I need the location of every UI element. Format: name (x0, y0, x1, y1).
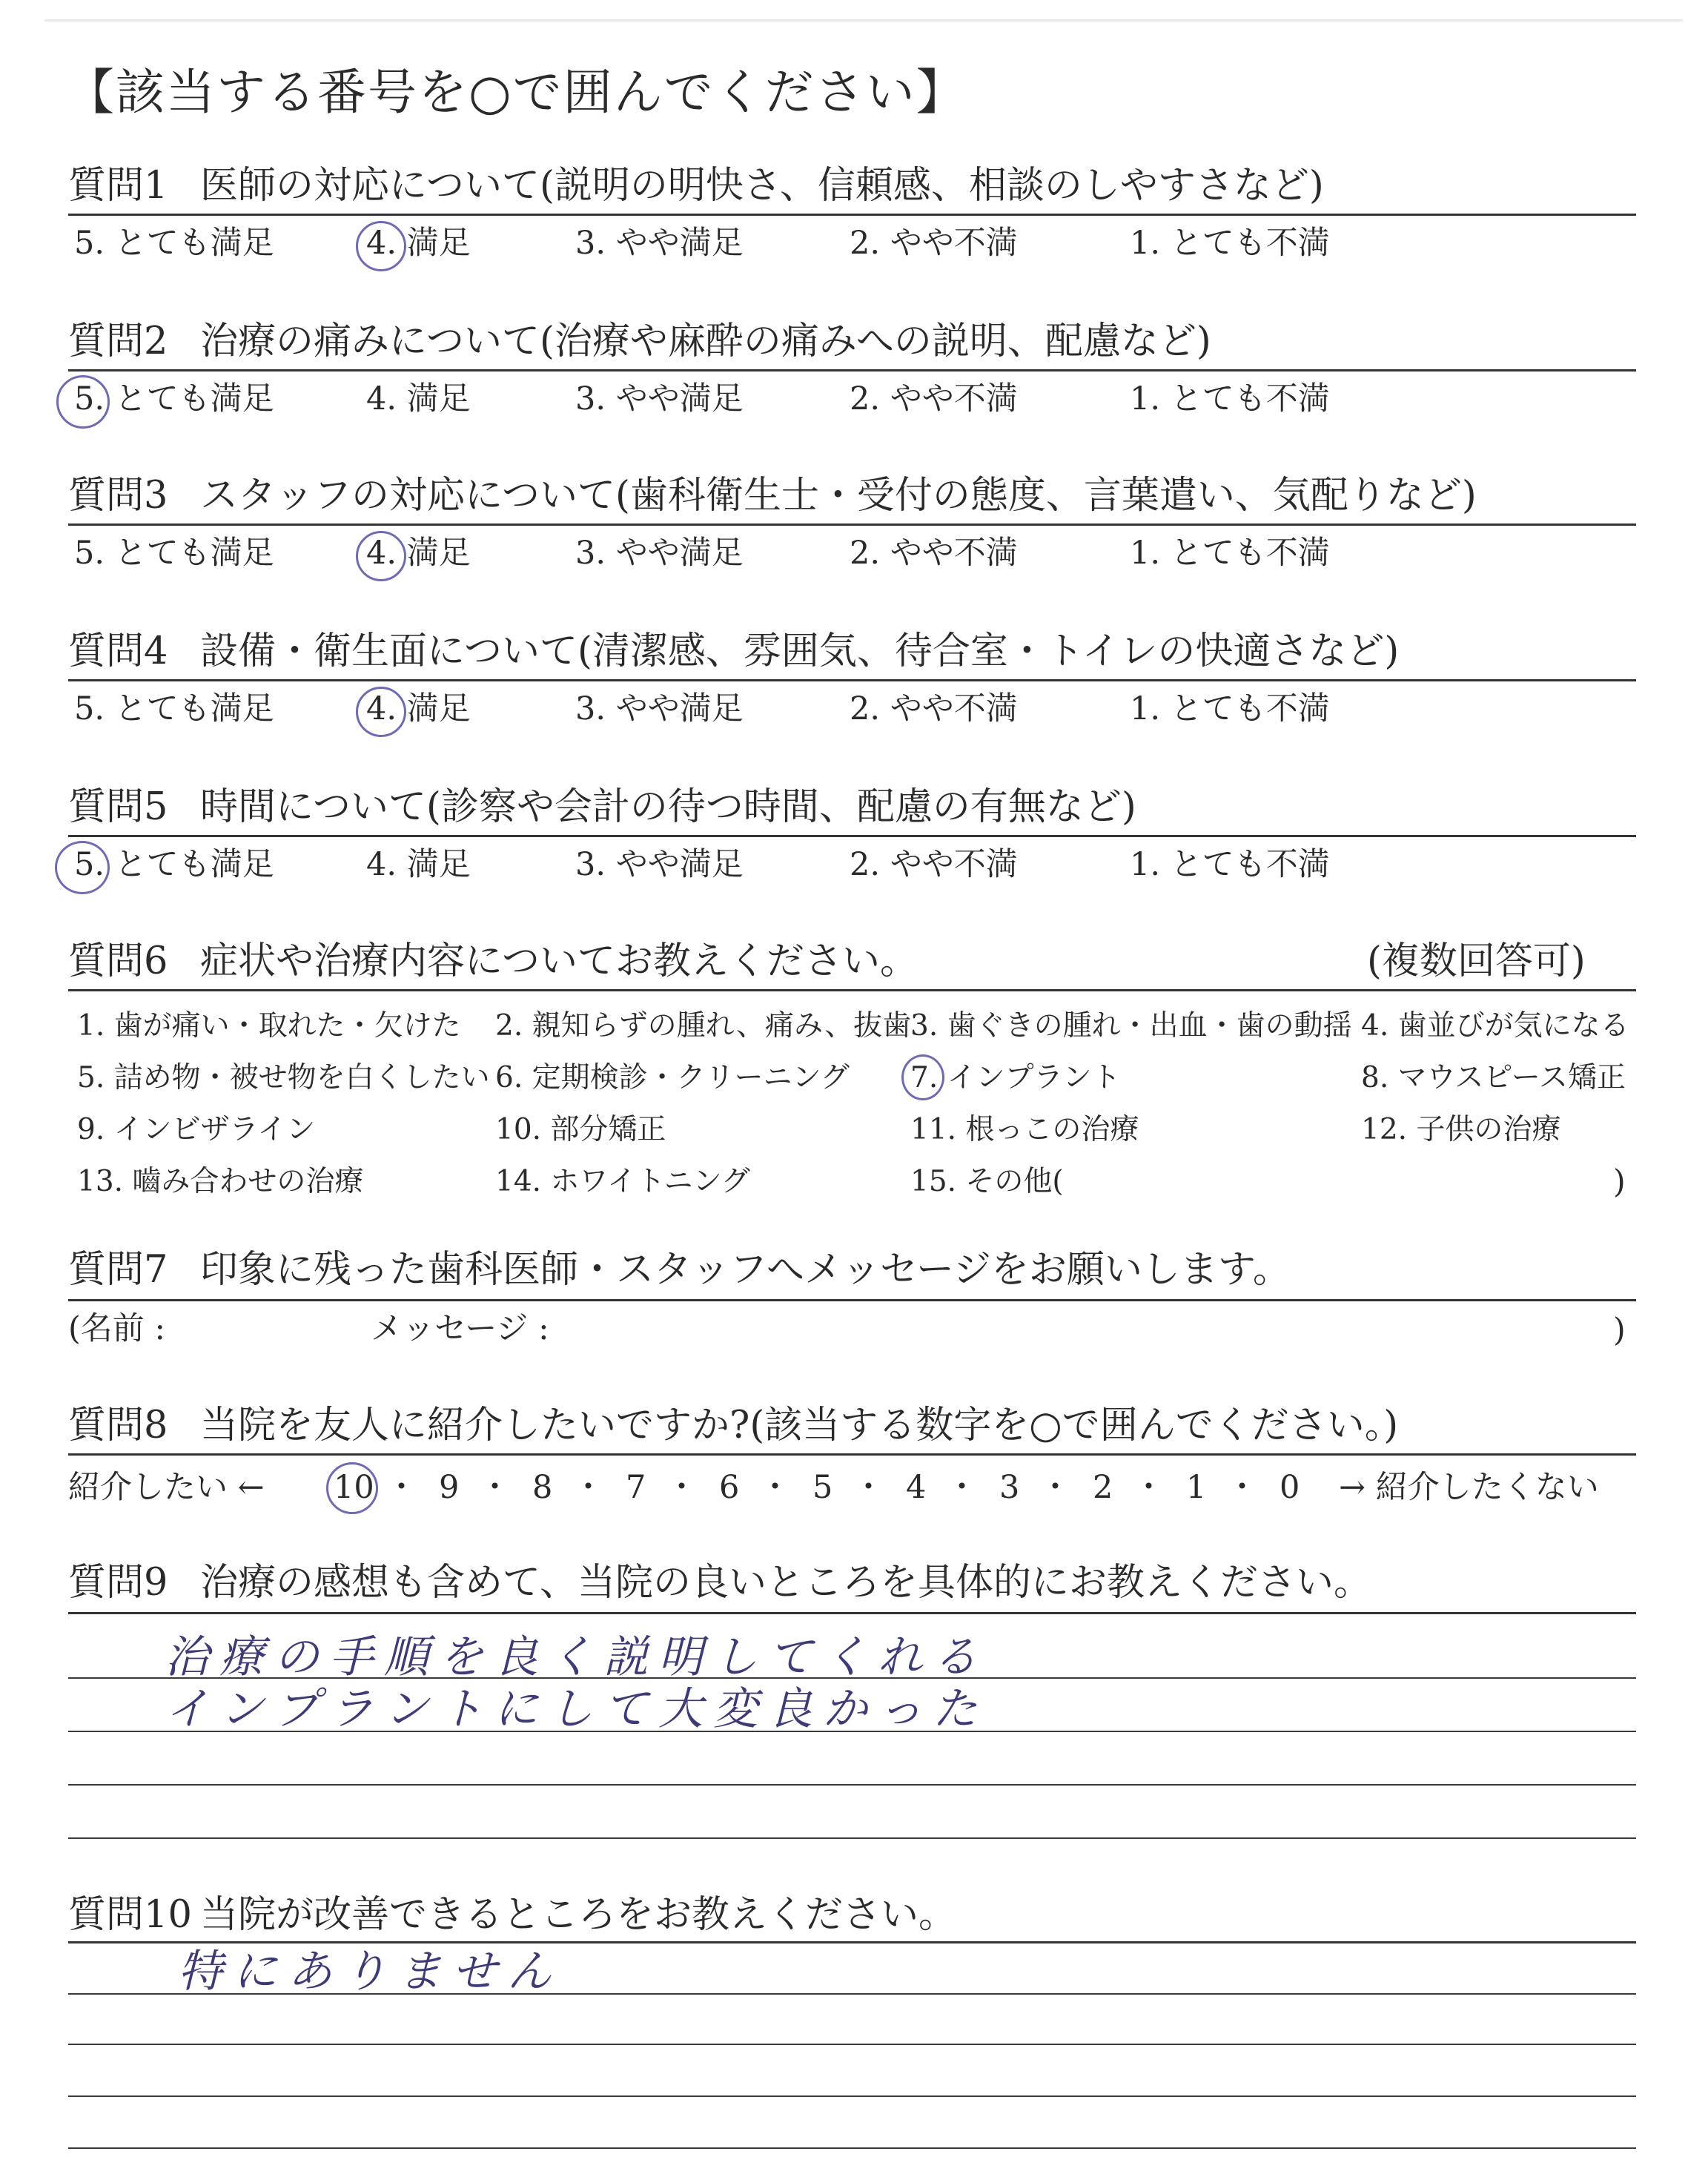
option-4[interactable]: 4. 満足 (366, 380, 471, 417)
question-text: 時間について(診察や会計の待つ時間、配慮の有無など) (200, 785, 1136, 829)
answer-line (68, 2044, 1636, 2045)
question-text: 医師の対応について(説明の明快さ、信頼感、相談のしやすさなど) (200, 164, 1324, 208)
symptom-option-10[interactable]: 10. 部分矯正 (495, 1113, 666, 1146)
question-text: スタッフの対応について(歯科衛生士・受付の態度、言葉遣い、気配りなど) (200, 474, 1477, 518)
selection-circle (326, 1462, 378, 1514)
option-3[interactable]: 3. やや満足 (575, 535, 744, 572)
question-10 (68, 1891, 956, 1940)
scale-separator: ・ (759, 1469, 791, 1506)
scale-left-label: 紹介したい ← (68, 1469, 265, 1506)
scale-separator: ・ (572, 1469, 604, 1506)
option-3[interactable]: 3. やや満足 (575, 380, 744, 417)
scale-separator: ・ (853, 1469, 884, 1506)
symptom-option-12[interactable]: 12. 子供の治療 (1361, 1113, 1561, 1146)
scale-separator: ・ (1039, 1469, 1071, 1506)
question-text: 当院が改善できるところをお教えください。 (200, 1893, 957, 1937)
option-2[interactable]: 2. やや不満 (850, 225, 1018, 262)
question-text: 設備・衛生面について(清潔感、雰囲気、待合室・トイレの快適さなど) (200, 630, 1400, 673)
symptom-option-8[interactable]: 8. マウスピース矯正 (1361, 1061, 1626, 1094)
option-3[interactable]: 3. やや満足 (575, 225, 744, 262)
symptom-option-1[interactable]: 1. 歯が痛い・取れた・欠けた (77, 1009, 461, 1043)
question-6 (68, 937, 918, 986)
scale-value-1[interactable]: 1 (1186, 1469, 1207, 1506)
question-7 (68, 1246, 1291, 1295)
scale-value-0[interactable]: 0 (1280, 1469, 1300, 1506)
question-2 (68, 317, 1211, 366)
scale-separator: ・ (946, 1469, 978, 1506)
scale-value-2[interactable]: 2 (1093, 1469, 1113, 1506)
symptom-option-13[interactable]: 13. 嚙み合わせの治療 (77, 1165, 364, 1198)
answer-line (68, 1837, 1636, 1839)
symptom-option-6[interactable]: 6. 定期検診・クリーニング (495, 1061, 850, 1094)
option-4[interactable]: 4. 満足 (366, 846, 471, 883)
selection-circle (55, 841, 110, 894)
scale-right-label: → 紹介したくない (1339, 1469, 1599, 1506)
name-label: (名前 : (68, 1310, 165, 1347)
option-5[interactable]: 5. とても満足 (74, 225, 274, 262)
question-number: 質問7 (68, 1248, 168, 1292)
option-4[interactable]: 4. 満足 (366, 225, 471, 262)
scale-value-3[interactable]: 3 (999, 1469, 1020, 1506)
question-4 (68, 627, 1399, 676)
selection-circle (356, 687, 406, 737)
question-5 (68, 783, 1136, 832)
scale-value-4[interactable]: 4 (906, 1469, 927, 1506)
question-number: 質問1 (68, 164, 168, 208)
option-2[interactable]: 2. やや不満 (850, 380, 1018, 417)
symptom-option-11[interactable]: 11. 根っこの治療 (910, 1113, 1139, 1146)
scale-value-8[interactable]: 8 (532, 1469, 553, 1506)
selection-circle (56, 375, 110, 429)
question-number: 質問10 (68, 1893, 192, 1937)
page-title: 【該当する番号を○で囲んでください】 (65, 64, 967, 121)
scale-value-9[interactable]: 9 (439, 1469, 460, 1506)
option-4[interactable]: 4. 満足 (366, 535, 471, 572)
option-4[interactable]: 4. 満足 (366, 690, 471, 727)
question-rule (68, 214, 1636, 216)
symptom-option-9[interactable]: 9. インビザライン (77, 1113, 316, 1146)
handwritten-answer[interactable]: 特にありません (178, 1946, 562, 1998)
question-number: 質問9 (68, 1561, 168, 1605)
option-3[interactable]: 3. やや満足 (575, 690, 744, 727)
option-1[interactable]: 1. とても不満 (1130, 690, 1330, 727)
multiple-answers-note: (複数回答可) (1367, 939, 1586, 983)
option-1[interactable]: 1. とても不満 (1130, 535, 1330, 572)
question-number: 質問3 (68, 474, 168, 518)
question-3 (68, 472, 1477, 521)
question-text: 治療の痛みについて(治療や麻酔の痛みへの説明、配慮など) (200, 320, 1211, 363)
symptom-option-2[interactable]: 2. 親知らずの腫れ、痛み、抜歯 (495, 1009, 912, 1043)
question-rule (68, 369, 1636, 371)
option-2[interactable]: 2. やや不満 (850, 846, 1018, 883)
question-number: 質問6 (68, 939, 168, 983)
message-label[interactable]: メッセージ : (371, 1310, 549, 1347)
question-text: 印象に残った歯科医師・スタッフへメッセージをお願いします。 (200, 1248, 1291, 1292)
scale-value-10[interactable]: 10 (334, 1469, 374, 1506)
question-1 (68, 162, 1324, 211)
symptom-option-15[interactable]: 15. その他( (910, 1165, 1064, 1198)
option-5[interactable]: 5. とても満足 (74, 380, 274, 417)
question-8 (68, 1401, 1398, 1450)
scale-separator: ・ (1133, 1469, 1165, 1506)
message-close-paren: ) (1613, 1312, 1626, 1349)
question-text: 当院を友人に紹介したいですか?(該当する数字を○で囲んでください。) (200, 1404, 1399, 1447)
selection-circle (356, 221, 406, 271)
symptom-option-14[interactable]: 14. ホワイトニング (495, 1165, 750, 1198)
selection-circle (901, 1054, 944, 1100)
option-1[interactable]: 1. とても不満 (1130, 846, 1330, 883)
question-9 (68, 1559, 1371, 1608)
handwritten-answer[interactable]: インプラントにして大変良かった (165, 1683, 987, 1735)
option-1[interactable]: 1. とても不満 (1130, 380, 1330, 417)
scale-value-7[interactable]: 7 (626, 1469, 646, 1506)
scale-separator: ・ (666, 1469, 698, 1506)
scan-edge (44, 19, 1683, 22)
question-number: 質問4 (68, 630, 168, 673)
question-rule (68, 1299, 1636, 1301)
other-close-paren: ) (1613, 1163, 1626, 1200)
scale-separator: ・ (1226, 1469, 1258, 1506)
option-2[interactable]: 2. やや不満 (850, 535, 1018, 572)
question-rule (68, 1453, 1636, 1456)
selection-circle (356, 531, 406, 581)
question-text: 症状や治療内容についてお教えください。 (200, 939, 918, 983)
option-5[interactable]: 5. とても満足 (74, 846, 274, 883)
question-number: 質問5 (68, 785, 168, 829)
option-5[interactable]: 5. とても満足 (74, 690, 274, 727)
question-rule (68, 1941, 1636, 1943)
option-3[interactable]: 3. やや満足 (575, 846, 744, 883)
option-5[interactable]: 5. とても満足 (74, 535, 274, 572)
symptom-option-4[interactable]: 4. 歯並びが気になる (1361, 1009, 1629, 1043)
question-rule (68, 835, 1636, 837)
answer-line (68, 2147, 1636, 2149)
scale-separator: ・ (479, 1469, 511, 1506)
scale-value-6[interactable]: 6 (719, 1469, 740, 1506)
option-1[interactable]: 1. とても不満 (1130, 225, 1330, 262)
question-rule (68, 679, 1636, 681)
option-2[interactable]: 2. やや不満 (850, 690, 1018, 727)
question-rule (68, 989, 1636, 991)
question-text: 治療の感想も含めて、当院の良いところを具体的にお教えください。 (200, 1561, 1371, 1605)
question-rule (68, 524, 1636, 526)
question-rule (68, 1612, 1636, 1614)
question-number: 質問8 (68, 1404, 168, 1447)
answer-line (68, 1784, 1636, 1786)
handwritten-answer[interactable]: 治療の手順を良く説明してくれる (165, 1631, 987, 1683)
scale-separator: ・ (385, 1469, 417, 1506)
symptom-option-3[interactable]: 3. 歯ぐきの腫れ・出血・歯の動揺 (910, 1009, 1352, 1043)
question-number: 質問2 (68, 320, 168, 363)
symptom-option-5[interactable]: 5. 詰め物・被せ物を白くしたい (77, 1061, 490, 1094)
answer-line (68, 2095, 1636, 2097)
symptom-option-7[interactable]: 7. インプラント (910, 1061, 1121, 1094)
scale-value-5[interactable]: 5 (812, 1469, 833, 1506)
